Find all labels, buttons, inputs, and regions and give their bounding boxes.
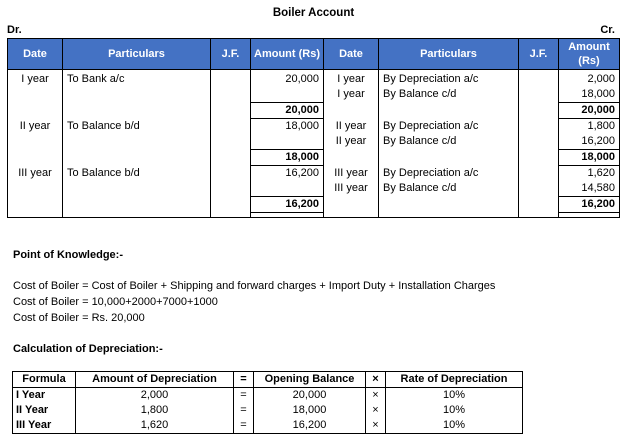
year-label: III Year bbox=[13, 418, 76, 434]
dr-amount bbox=[251, 181, 324, 197]
year-label: II Year bbox=[13, 403, 76, 418]
dr-date-header: Date bbox=[8, 39, 63, 70]
ledger-spacer-row bbox=[8, 213, 620, 218]
account-title: Boiler Account bbox=[272, 7, 355, 19]
cr-particulars: By Balance c/d bbox=[379, 181, 519, 197]
dr-jf bbox=[211, 166, 251, 182]
dr-jf bbox=[211, 72, 251, 87]
table-row bbox=[13, 418, 523, 434]
rate: 10% bbox=[386, 403, 523, 418]
total-row bbox=[8, 150, 620, 166]
cr-jf bbox=[519, 166, 559, 182]
cr-date: III year bbox=[324, 181, 379, 197]
equals-header: = bbox=[234, 372, 254, 388]
table-row bbox=[8, 87, 620, 103]
depreciation-amount: 2,000 bbox=[76, 388, 234, 404]
cr-particulars-header: Particulars bbox=[379, 39, 519, 70]
cr-particulars: By Depreciation a/c bbox=[379, 119, 519, 135]
dr-particulars bbox=[63, 181, 211, 197]
dr-date: I year bbox=[8, 72, 63, 87]
table-row bbox=[8, 166, 620, 182]
dr-particulars: To Balance b/d bbox=[63, 119, 211, 135]
cr-total: 16,200 bbox=[559, 197, 620, 213]
debit-label: Dr. bbox=[7, 24, 22, 36]
cr-particulars: By Balance c/d bbox=[379, 87, 519, 103]
dr-date bbox=[8, 134, 63, 150]
dr-particulars: To Bank a/c bbox=[63, 72, 211, 87]
table-row bbox=[8, 134, 620, 150]
dr-jf bbox=[211, 119, 251, 135]
dr-amount bbox=[251, 134, 324, 150]
cr-amount: 18,000 bbox=[559, 87, 620, 103]
opening-balance: 20,000 bbox=[254, 388, 366, 404]
total-row bbox=[8, 197, 620, 213]
cr-date: I year bbox=[324, 72, 379, 87]
dr-date bbox=[8, 181, 63, 197]
cr-particulars: By Depreciation a/c bbox=[379, 72, 519, 87]
dr-jf bbox=[211, 134, 251, 150]
cr-jf bbox=[519, 72, 559, 87]
rate: 10% bbox=[386, 388, 523, 404]
dr-particulars bbox=[63, 87, 211, 103]
depreciation-amount: 1,620 bbox=[76, 418, 234, 434]
dr-amount: 16,200 bbox=[251, 166, 324, 182]
cr-amount-header: Amount (Rs) bbox=[559, 39, 620, 70]
dr-amount bbox=[251, 87, 324, 103]
credit-label: Cr. bbox=[600, 24, 615, 36]
dr-particulars: To Balance b/d bbox=[63, 166, 211, 182]
formula-header: Formula bbox=[13, 372, 76, 388]
ledger-header-row bbox=[8, 39, 620, 70]
multiply-sign: × bbox=[366, 403, 386, 418]
cr-jf bbox=[519, 87, 559, 103]
dr-amount: 20,000 bbox=[251, 72, 324, 87]
cr-particulars: By Depreciation a/c bbox=[379, 166, 519, 182]
depreciation-table bbox=[12, 371, 523, 434]
equals-sign: = bbox=[234, 388, 254, 404]
dr-amount: 18,000 bbox=[251, 119, 324, 135]
total-row bbox=[8, 103, 620, 119]
equals-sign: = bbox=[234, 418, 254, 434]
cr-date: II year bbox=[324, 119, 379, 135]
dr-total: 16,200 bbox=[251, 197, 324, 213]
cr-total: 20,000 bbox=[559, 103, 620, 119]
cr-particulars: By Balance c/d bbox=[379, 134, 519, 150]
cr-jf-header: J.F. bbox=[519, 39, 559, 70]
knowledge-line: Cost of Boiler = 10,000+2000+7000+1000 bbox=[13, 296, 218, 308]
cr-date: I year bbox=[324, 87, 379, 103]
opening-balance-header: Opening Balance bbox=[254, 372, 366, 388]
table-row bbox=[8, 119, 620, 135]
multiply-sign: × bbox=[366, 418, 386, 434]
cr-jf bbox=[519, 181, 559, 197]
dep-header-row bbox=[13, 372, 523, 388]
table-row bbox=[13, 388, 523, 404]
dr-amount-header: Amount (Rs) bbox=[251, 39, 324, 70]
year-label: I Year bbox=[13, 388, 76, 404]
multiply-sign: × bbox=[366, 388, 386, 404]
dr-date: II year bbox=[8, 119, 63, 135]
dr-particulars bbox=[63, 134, 211, 150]
dr-date bbox=[8, 87, 63, 103]
knowledge-line: Cost of Boiler = Rs. 20,000 bbox=[13, 312, 145, 324]
dr-total: 18,000 bbox=[251, 150, 324, 166]
boiler-ledger-table bbox=[7, 38, 620, 218]
cr-amount: 16,200 bbox=[559, 134, 620, 150]
dr-total: 20,000 bbox=[251, 103, 324, 119]
table-row bbox=[8, 72, 620, 87]
dr-jf bbox=[211, 181, 251, 197]
dr-jf bbox=[211, 87, 251, 103]
table-row bbox=[8, 181, 620, 197]
cr-amount: 1,800 bbox=[559, 119, 620, 135]
cr-date-header: Date bbox=[324, 39, 379, 70]
dr-particulars-header: Particulars bbox=[63, 39, 211, 70]
cr-total: 18,000 bbox=[559, 150, 620, 166]
cr-date: II year bbox=[324, 134, 379, 150]
amount-header: Amount of Depreciation bbox=[76, 372, 234, 388]
depreciation-amount: 1,800 bbox=[76, 403, 234, 418]
rate: 10% bbox=[386, 418, 523, 434]
cr-jf bbox=[519, 119, 559, 135]
cr-amount: 1,620 bbox=[559, 166, 620, 182]
cr-amount: 14,580 bbox=[559, 181, 620, 197]
depreciation-heading: Calculation of Depreciation:- bbox=[13, 343, 163, 355]
multiply-header: × bbox=[366, 372, 386, 388]
dr-date: III year bbox=[8, 166, 63, 182]
knowledge-line: Cost of Boiler = Cost of Boiler + Shipping and forward charges + Import Duty + Installation Charges bbox=[13, 280, 496, 292]
dr-jf-header: J.F. bbox=[211, 39, 251, 70]
equals-sign: = bbox=[234, 403, 254, 418]
opening-balance: 18,000 bbox=[254, 403, 366, 418]
knowledge-heading: Point of Knowledge:- bbox=[13, 249, 123, 261]
cr-jf bbox=[519, 134, 559, 150]
rate-header: Rate of Depreciation bbox=[386, 372, 523, 388]
opening-balance: 16,200 bbox=[254, 418, 366, 434]
cr-amount: 2,000 bbox=[559, 72, 620, 87]
cr-date: III year bbox=[324, 166, 379, 182]
table-row bbox=[13, 403, 523, 418]
